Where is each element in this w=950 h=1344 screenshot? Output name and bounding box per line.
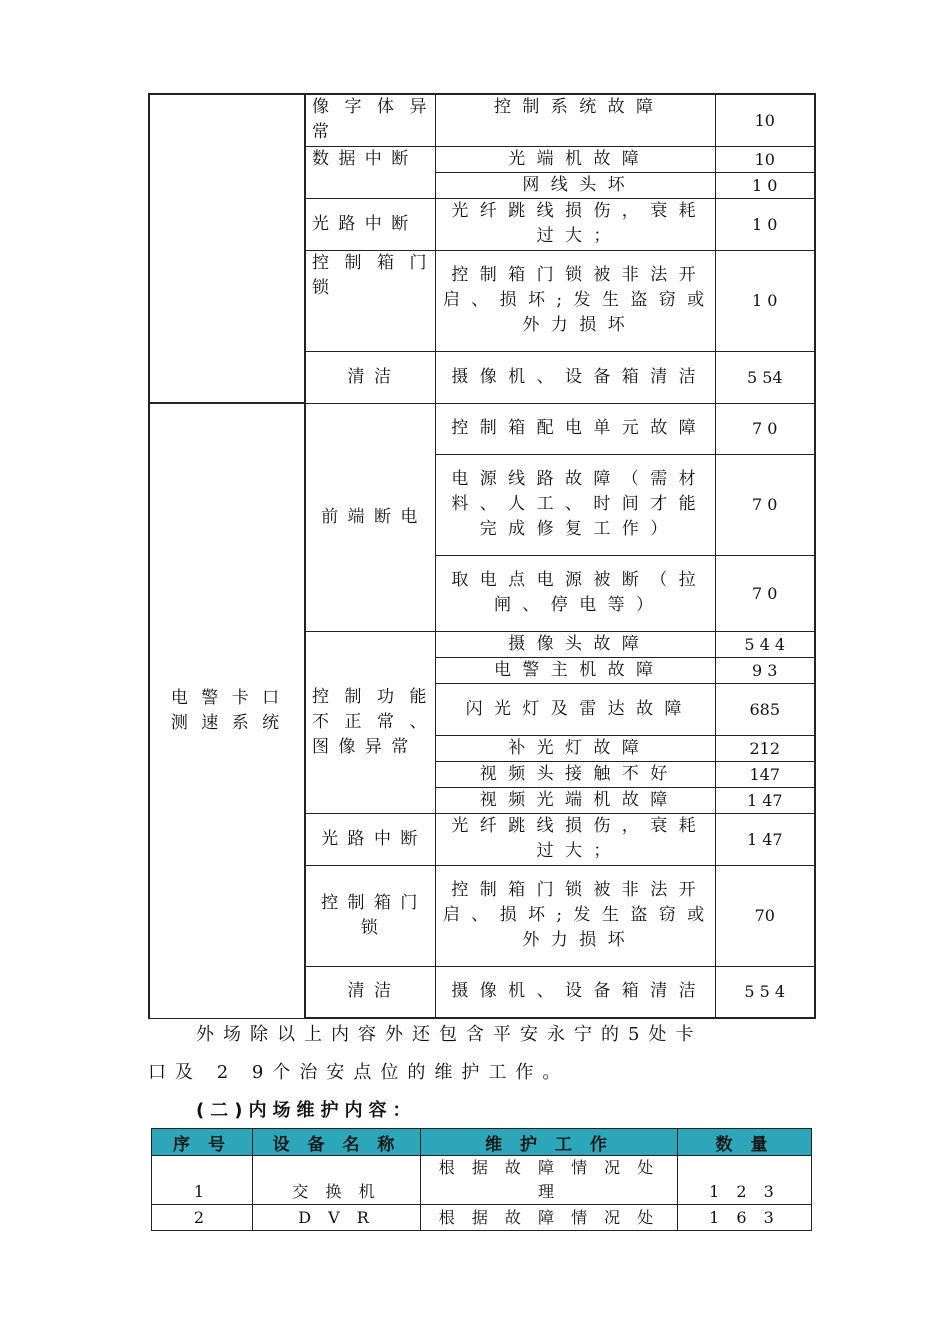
- maintenance-work: 摄 像 机 、 设 备 箱 清 洁: [435, 351, 715, 403]
- quantity: 10: [715, 146, 815, 172]
- quantity: 9 3: [715, 657, 815, 683]
- paragraph-line-2: 口及 2 9个治安点位的维护工作。: [148, 1062, 570, 1083]
- row-number: 1: [152, 1156, 253, 1205]
- column-header-device: 设 备 名 称: [253, 1129, 421, 1156]
- fault-category: 前 端 断 电: [305, 403, 435, 631]
- quantity: 10: [715, 94, 815, 146]
- maintenance-work: 补 光 灯 故 障: [435, 735, 715, 761]
- quantity: 212: [715, 735, 815, 761]
- device-name: D V R: [253, 1205, 421, 1231]
- maintenance-work: 控 制 系 统 故 障: [435, 94, 715, 146]
- quantity: 1 47: [715, 813, 815, 865]
- fault-category: 控 制 功 能 不 正 常 、 图 像 异 常: [305, 631, 435, 813]
- column-header-no: 序 号: [152, 1129, 253, 1156]
- maintenance-work: 摄 像 头 故 障: [435, 631, 715, 657]
- system-name: 电 警 卡 口 测 速 系 统: [149, 403, 305, 1018]
- maintenance-work: 控 制 箱 门 锁 被 非 法 开 启 、 损 坏 ; 发 生 盗 窃 或 外 力 损 坏: [435, 865, 715, 966]
- row-number: 2: [152, 1205, 253, 1231]
- fault-category: 像 字 体 异 常: [305, 94, 435, 146]
- internal-maintenance-table: [151, 1128, 812, 1231]
- maintenance-work: 电 源 线 路 故 障 （ 需 材 料 、 人 工 、 时 间 才 能 完 成 修 复 工 作 ）: [435, 454, 715, 555]
- column-header-qty: 数 量: [678, 1129, 812, 1156]
- fault-category: 清 洁: [305, 351, 435, 403]
- quantity: 7 0: [715, 454, 815, 555]
- fault-category: 控 制 箱 门 锁: [305, 250, 435, 351]
- quantity: 147: [715, 761, 815, 787]
- maintenance-work: 取 电 点 电 源 被 断 （ 拉 闸 、 停 电 等 ）: [435, 555, 715, 631]
- table-row: [149, 403, 815, 454]
- maintenance-work: 控 制 箱 门 锁 被 非 法 开 启 、 损 坏 ; 发 生 盗 窃 或 外 力 损 坏: [435, 250, 715, 351]
- quantity: 1 0: [715, 172, 815, 198]
- fault-category: 清 洁: [305, 966, 435, 1018]
- maintenance-work: 控 制 箱 配 电 单 元 故 障: [435, 403, 715, 454]
- maintenance-work: 光 纤 跳 线 损 伤 ， 衰 耗 过 大 ；: [435, 198, 715, 250]
- maintenance-work: 根 据 故 障 情 况 处: [421, 1205, 678, 1231]
- maintenance-work: 网 线 头 坏: [435, 172, 715, 198]
- quantity: 1 0: [715, 250, 815, 351]
- maintenance-work: 视 频 光 端 机 故 障: [435, 787, 715, 813]
- quantity: 5 5 4: [715, 966, 815, 1018]
- table-row: [152, 1156, 812, 1205]
- maintenance-work: 摄 像 机 、 设 备 箱 清 洁: [435, 966, 715, 1018]
- quantity: 5 4 4: [715, 631, 815, 657]
- table-row: [152, 1205, 812, 1231]
- device-name: 交 换 机: [253, 1156, 421, 1205]
- quantity: 1 2 3: [678, 1156, 812, 1205]
- fault-category: 光 路 中 断: [305, 198, 435, 250]
- maintenance-work: 光 纤 跳 线 损 伤 ， 衰 耗 过 大 ；: [435, 813, 715, 865]
- column-header-work: 维 护 工 作: [421, 1129, 678, 1156]
- maintenance-work: 闪 光 灯 及 雷 达 故 障: [435, 683, 715, 735]
- maintenance-work: 根 据 故 障 情 况 处 理: [421, 1156, 678, 1205]
- fault-category: 光 路 中 断: [305, 813, 435, 865]
- quantity: 7 0: [715, 403, 815, 454]
- maintenance-work: 视 频 头 接 触 不 好: [435, 761, 715, 787]
- external-maintenance-table: [148, 93, 816, 1019]
- maintenance-work: 电 警 主 机 故 障: [435, 657, 715, 683]
- fault-category: 控 制 箱 门 锁: [305, 865, 435, 966]
- quantity: 1 47: [715, 787, 815, 813]
- quantity: 70: [715, 865, 815, 966]
- quantity: 5 54: [715, 351, 815, 403]
- paragraph-line-1: 外场除以上内容外还包含平安永宁的5处卡: [196, 1024, 703, 1045]
- quantity: 685: [715, 683, 815, 735]
- table-row: [149, 94, 815, 146]
- quantity: 1 0: [715, 198, 815, 250]
- system-cell: [149, 94, 305, 403]
- quantity: 1 6 3: [678, 1205, 812, 1231]
- table-header-row: [152, 1129, 812, 1156]
- quantity: 7 0: [715, 555, 815, 631]
- fault-category: 数 据 中 断: [305, 146, 435, 198]
- maintenance-work: 光 端 机 故 障: [435, 146, 715, 172]
- section-heading: (二)内场维护内容：: [196, 1100, 417, 1121]
